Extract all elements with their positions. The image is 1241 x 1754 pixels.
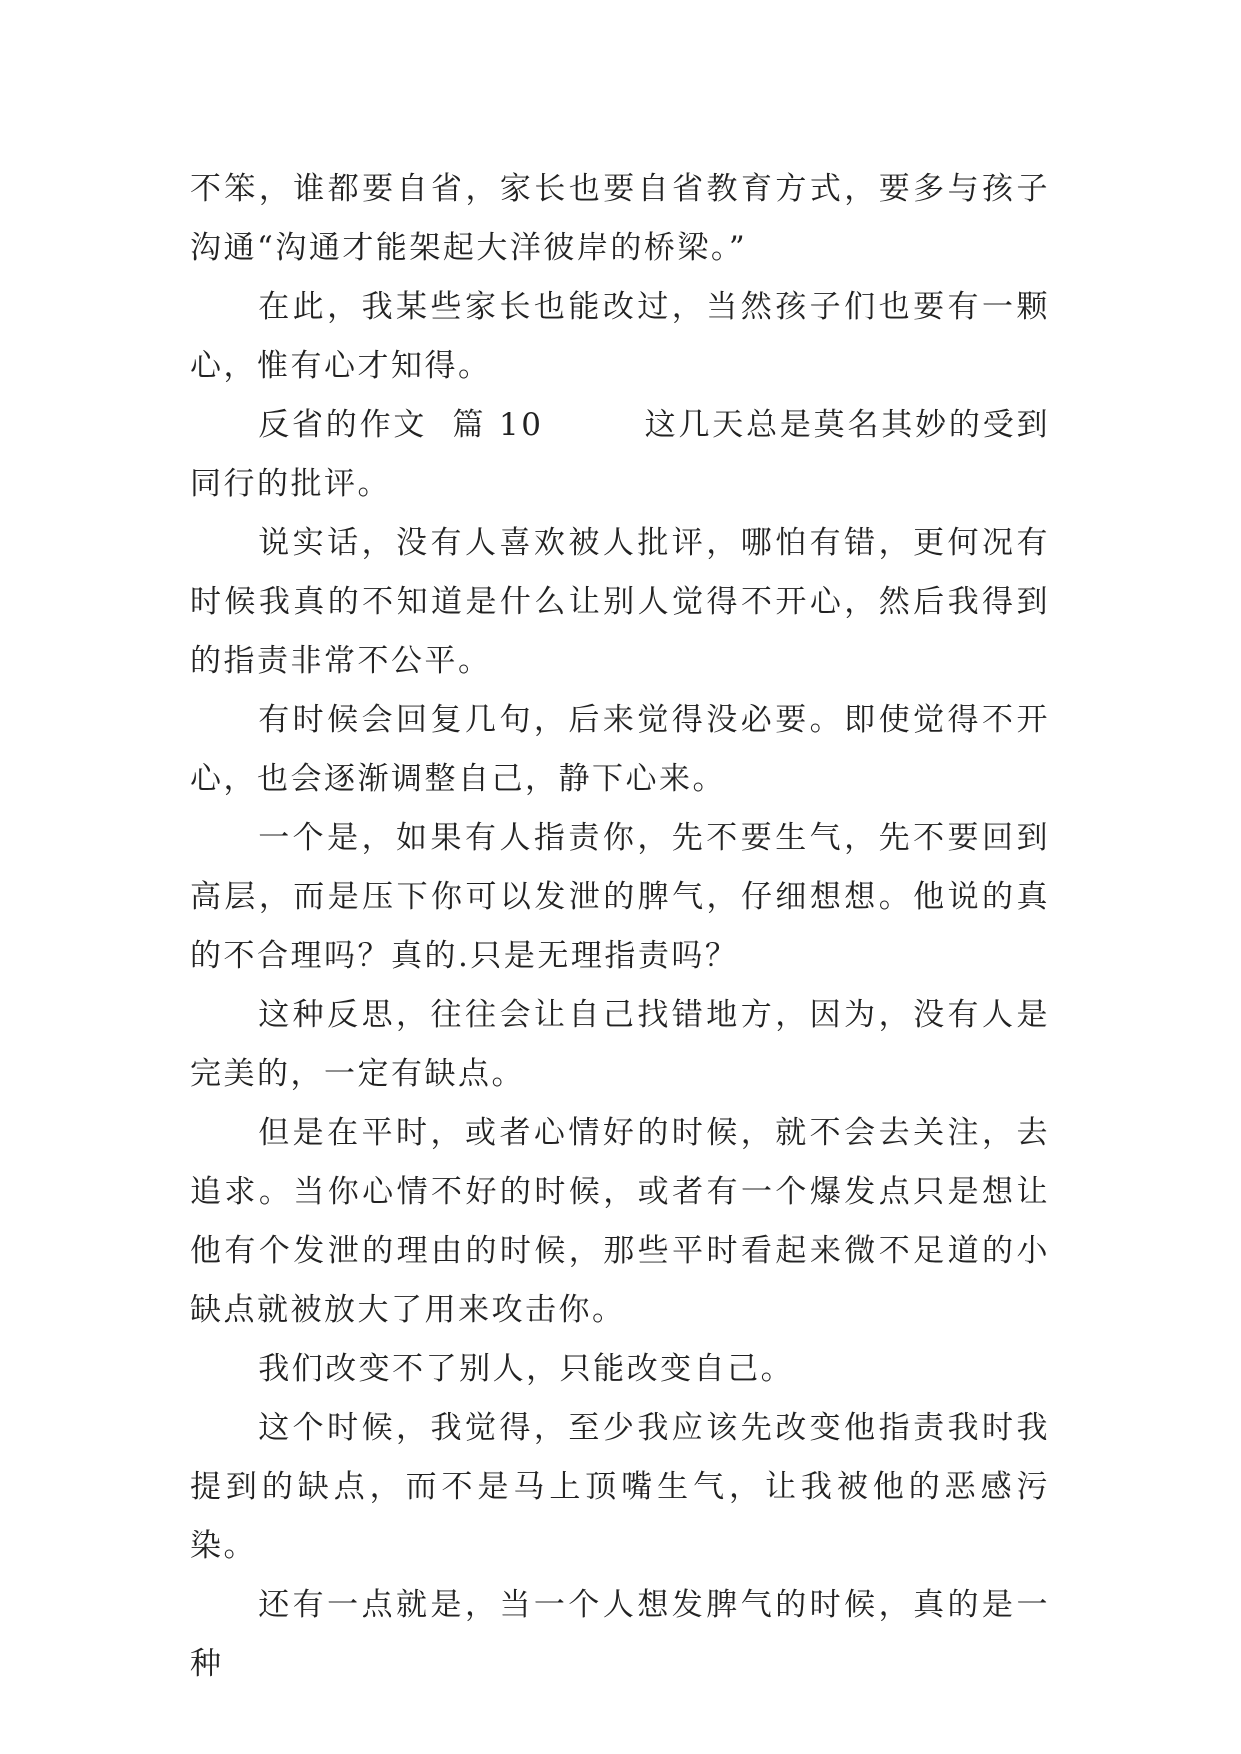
paragraph-4: 说实话，没有人喜欢被人批评，哪怕有错，更何况有时候我真的不知道是什么让别人觉得不开心，然后我得到的指责非常不公平。: [190, 525, 1050, 679]
paragraph-2: 在此，我某些家长也能改过，当然孩子们也要有一颗心，惟有心才知得。: [190, 289, 1050, 384]
paragraph-8: 但是在平时，或者心情好的时候，就不会去关注，去追求。当你心情不好的时候，或者有一个爆发点只是想让他有个发泄的理由的时候，那些平时看起来微不足道的小缺点就被放大了用来攻击你。: [190, 1115, 1050, 1328]
paragraph-11: 还有一点就是，当一个人想发脾气的时候，真的是一种: [190, 1587, 1050, 1682]
paragraph-7: 这种反思，往往会让自己找错地方，因为，没有人是完美的，一定有缺点。: [190, 997, 1050, 1092]
paragraph-1: 不笨，谁都要自省，家长也要自省教育方式，要多与孩子沟通“沟通才能架起大洋彼岸的桥梁。”: [190, 171, 1050, 266]
paragraph-5: 有时候会回复几句，后来觉得没必要。即使觉得不开心，也会逐渐调整自己，静下心来。: [190, 702, 1050, 797]
paragraph-6: 一个是，如果有人指责你，先不要生气，先不要回到高层，而是压下你可以发泄的脾气，仔细想想。他说的真的不合理吗？真的.只是无理指责吗？: [190, 820, 1050, 974]
paragraph-10: 这个时候，我觉得，至少我应该先改变他指责我时我提到的缺点，而不是马上顶嘴生气，让我被他的恶感污染。: [190, 1410, 1050, 1564]
document-body: [190, 160, 1050, 1694]
paragraph-9: 我们改变不了别人，只能改变自己。: [258, 1351, 795, 1387]
paragraph-3-section-heading: 反省的作文 篇 10 这几天总是莫名其妙的受到同行的批评。: [190, 407, 1050, 502]
